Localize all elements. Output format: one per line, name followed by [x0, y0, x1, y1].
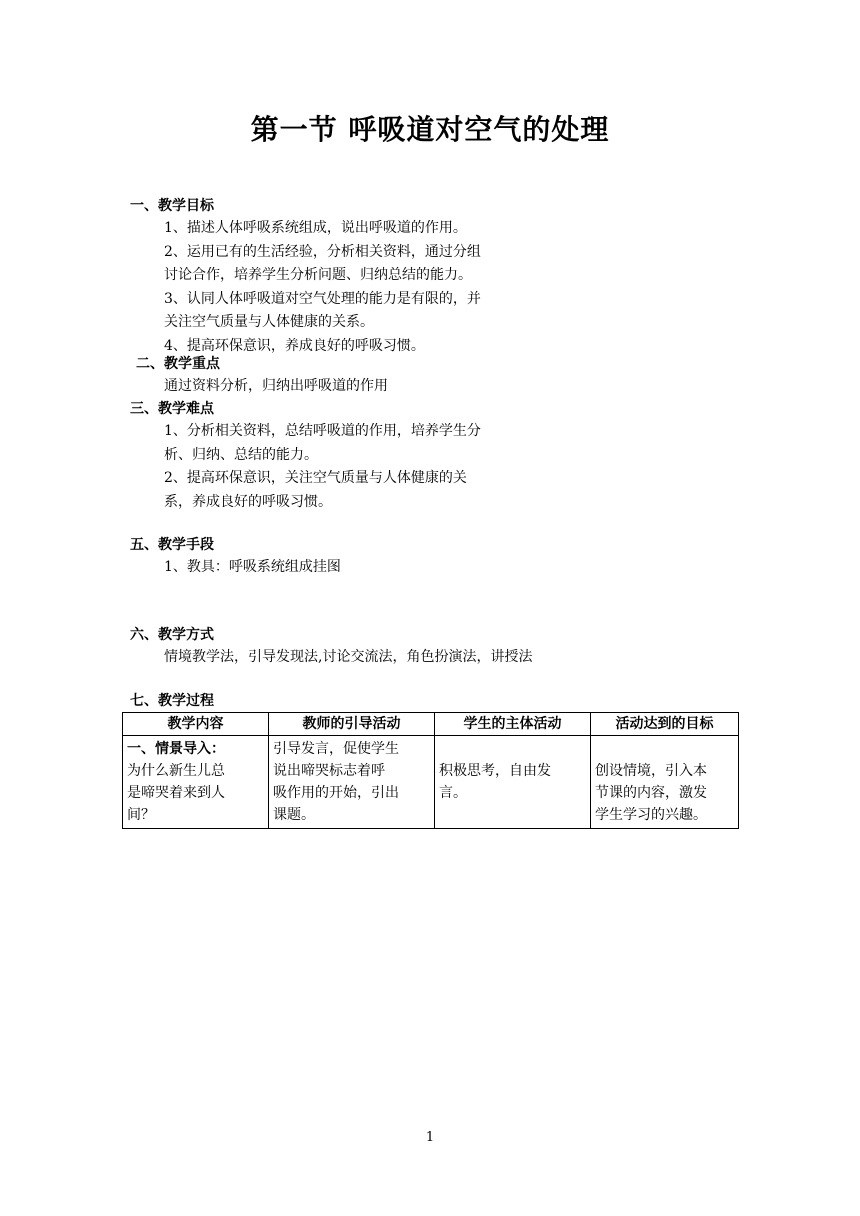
- teacher-line: 课题。: [273, 807, 315, 823]
- objective-line: 1、描述人体呼吸系统组成，说出呼吸道的作用。: [164, 220, 467, 236]
- section-heading-methods: 六、教学方式: [130, 627, 214, 643]
- teacher-line: 说出啼哭标志着呼: [273, 763, 385, 779]
- key-point-line: 通过资料分析，归纳出呼吸道的作用: [164, 378, 388, 394]
- methods-line: 情境教学法，引导发现法,讨论交流法，角色扮演法，讲授法: [164, 649, 533, 665]
- difficulty-line: 析、归纳、总结的能力。: [164, 446, 318, 463]
- content-line: 是啼哭着来到人: [127, 785, 225, 801]
- objective-line: 关注空气质量与人体健康的关系。: [164, 314, 374, 330]
- page-number: 1: [425, 1130, 435, 1145]
- section-heading-key-points: 二、教学重点: [136, 356, 220, 372]
- means-line: 1、教具：呼吸系统组成挂图: [164, 559, 341, 575]
- goal-line: 学生学习的兴趣。: [595, 807, 707, 823]
- goal-line: 创设情境，引入本: [595, 763, 707, 779]
- student-line: 言。: [439, 785, 467, 801]
- column-header: 教师的引导活动: [269, 713, 435, 736]
- goal-cell: [591, 736, 739, 829]
- section-heading-objectives: 一、教学目标: [130, 198, 214, 214]
- table-row: [123, 736, 739, 829]
- content-title: 一、情景导入：: [127, 741, 225, 757]
- objective-line: 3、认同人体呼吸道对空气处理的能力是有限的，并: [164, 290, 481, 307]
- content-line: 为什么新生儿总: [127, 763, 225, 779]
- goal-line: 节课的内容，激发: [595, 785, 707, 801]
- objective-line: 4、提高环保意识，养成良好的呼吸习惯。: [164, 337, 425, 354]
- section-heading-means: 五、教学手段: [130, 537, 214, 553]
- objective-line: 讨论合作，培养学生分析问题、归纳总结的能力。: [164, 267, 472, 283]
- process-table: [122, 712, 739, 829]
- student-line: 积极思考，自由发: [439, 763, 551, 779]
- teacher-cell: [269, 736, 435, 829]
- objectives-list: [164, 217, 481, 358]
- difficulty-line: 1、分析相关资料，总结呼吸道的作用，培养学生分: [164, 423, 481, 439]
- section-heading-difficulties: 三、教学难点: [130, 401, 214, 417]
- section-heading-process: 七、教学过程: [130, 693, 214, 709]
- page-title: 第一节 呼吸道对空气的处理: [250, 113, 610, 146]
- teacher-line: 吸作用的开始，引出: [273, 785, 399, 801]
- teacher-line: 引导发言，促使学生: [273, 741, 399, 757]
- difficulty-line: 系，养成良好的呼吸习惯。: [164, 493, 332, 510]
- difficulties-list: [164, 420, 481, 514]
- objective-line: 2、运用已有的生活经验，分析相关资料，通过分组: [164, 243, 481, 260]
- column-header: 活动达到的目标: [591, 713, 739, 736]
- student-cell: [435, 736, 591, 829]
- content-cell: [123, 736, 269, 829]
- difficulty-line: 2、提高环保意识，关注空气质量与人体健康的关: [164, 470, 467, 486]
- content-line: 间？: [127, 807, 155, 823]
- column-header: 教学内容: [123, 713, 269, 736]
- column-header: 学生的主体活动: [435, 713, 591, 736]
- table-header-row: [123, 713, 739, 736]
